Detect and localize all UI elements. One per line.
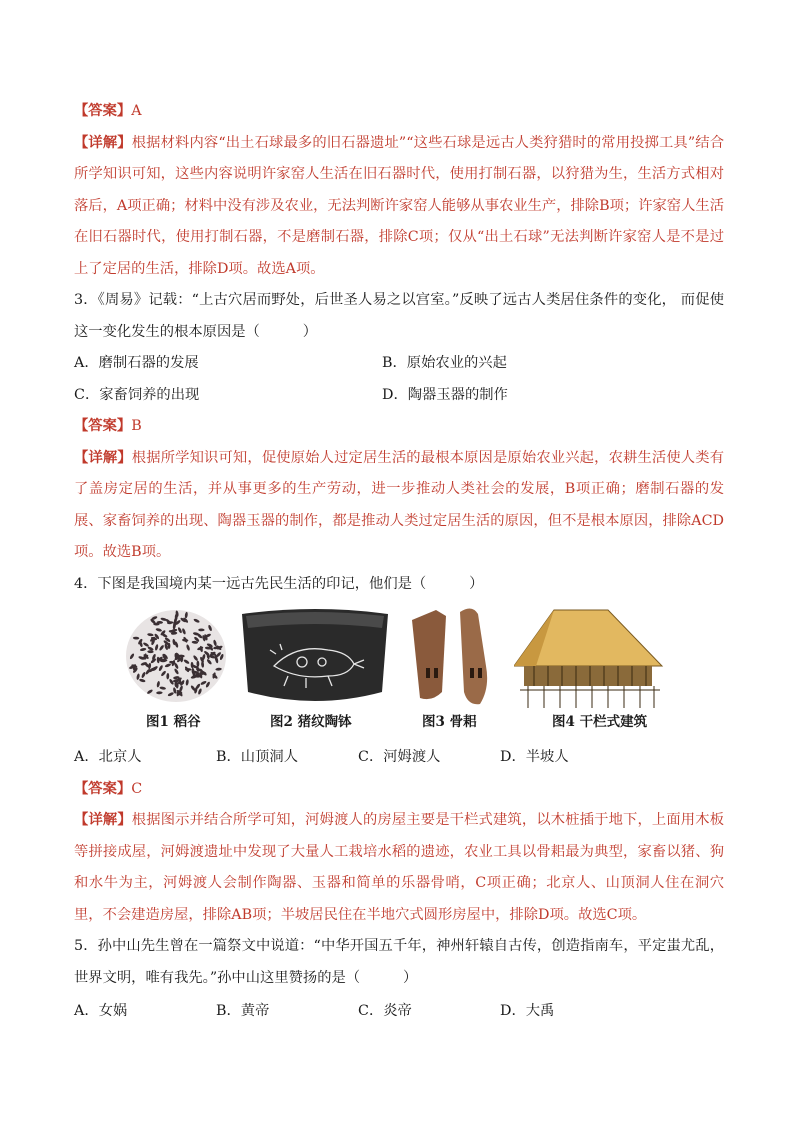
q4-option-c: C．河姆渡人	[358, 749, 441, 765]
q4-stem: 4．下图是我国境内某一远古先民生活的印记，他们是（ ）	[74, 575, 484, 592]
figure-caption-2: 图2 猪纹陶钵	[270, 714, 352, 730]
figure-caption-3: 图3 骨耜	[422, 714, 477, 730]
q5-option-d: D．大禹	[500, 1003, 555, 1019]
pig-pattern-bowl-image	[236, 606, 394, 710]
q3-option-b: B．原始农业的兴起	[382, 355, 507, 371]
q5-option-c: C．炎帝	[358, 1003, 412, 1019]
q5-options	[74, 996, 724, 1028]
detail-tag: 【详解】	[74, 812, 132, 828]
detail-tag: 【详解】	[74, 134, 132, 151]
q3-option-c: C．家畜饲养的出现	[74, 386, 200, 403]
q3-options-row2	[74, 380, 724, 412]
q5-option-b: B．黄帝	[216, 1003, 270, 1019]
q4-figure-row	[74, 606, 724, 736]
answer-value: A	[131, 103, 142, 119]
answer-value: C	[131, 780, 143, 797]
q3-option-a: A．磨制石器的发展	[74, 355, 199, 371]
document-page	[74, 96, 724, 1028]
q4-answer	[74, 774, 724, 806]
q3-answer	[74, 411, 724, 443]
q2-detail	[74, 128, 724, 286]
answer-tag: 【答案】	[74, 103, 132, 119]
answer-tag: 【答案】	[74, 418, 132, 434]
bone-spade-image	[402, 606, 510, 710]
figure-caption-4: 图4 干栏式建筑	[552, 714, 648, 730]
answer-value: B	[131, 418, 142, 434]
q3-options-row1	[74, 348, 724, 380]
q4-option-b: B．山顶洞人	[216, 749, 298, 765]
rice-grains-image	[122, 606, 230, 706]
detail-tag: 【详解】	[74, 449, 132, 466]
q4-detail	[74, 805, 724, 931]
q3-option-d: D．陶器玉器的制作	[382, 386, 508, 403]
detail-text: 根据材料内容“出土石球最多的旧石器遗址”“这些石球是远古人类狩猎时的常用投掷工具”结合所学知识可知，这些内容说明许家窑人生活在旧石器时代，使用打制石器，以狩猎为生，生活方式相对落后，A项正确；材料中没有涉及农业，无法判断许家窑人能够从事农业生产，排除B项；许家窑人生活在旧石器时代，使用打制石器，不是磨制石器，排除C项；仅从“出土石球”无法判断许家窑人是不是过上了定居的生活，排除D项。故选A项。	[74, 134, 725, 277]
q4-option-a: A．北京人	[74, 749, 142, 765]
detail-text: 根据所学知识可知，促使原始人过定居生活的最根本原因是原始农业兴起，农耕生活使人类有了盖房定居的生活，并从事更多的生产劳动，进一步推动人类社会的发展，B项正确；磨制石器的发展、家畜饲养的出现、陶器玉器的制作，都是推动人类过定居生活的原因，但不是根本原因，排除ACD项。故选B项。	[74, 449, 725, 560]
q5-option-a: A．女娲	[74, 1003, 128, 1019]
q4-options	[74, 742, 724, 774]
q2-answer	[74, 96, 724, 128]
q3-detail	[74, 443, 724, 569]
q5-stem: 5．孙中山先生曾在一篇祭文中说道：“中华开国五千年，神州轩辕自古传，创造指南车，平定蚩尤乱，世界文明，唯有我先。”孙中山这里赞扬的是（ ）	[74, 938, 724, 986]
stilt-house-image	[514, 606, 666, 710]
figure-caption-1: 图1 稻谷	[146, 714, 201, 730]
detail-text: 根据图示并结合所学可知，河姆渡人的房屋主要是干栏式建筑，以木桩插于地下，上面用木板等拼接成屋，河姆渡遗址中发现了大量人工栽培水稻的遗迹，农业工具以骨耜最为典型，家畜以猪、狗和水牛为主，河姆渡人会制作陶器、玉器和简单的乐器骨哨，C项正确；北京人、山顶洞人住在洞穴里，不会建造房屋，排除AB项；半坡居民住在半地穴式圆形房屋中，排除D项。故选C项。	[74, 812, 725, 923]
q3-stem: 3．《周易》记载：“上古穴居而野处，后世圣人易之以宫室。”反映了远古人类居住条件的变化， 而促使这一变化发生的根本原因是（ ）	[74, 292, 724, 340]
answer-tag: 【答案】	[74, 780, 132, 797]
q4-option-d: D．半坡人	[500, 749, 569, 765]
